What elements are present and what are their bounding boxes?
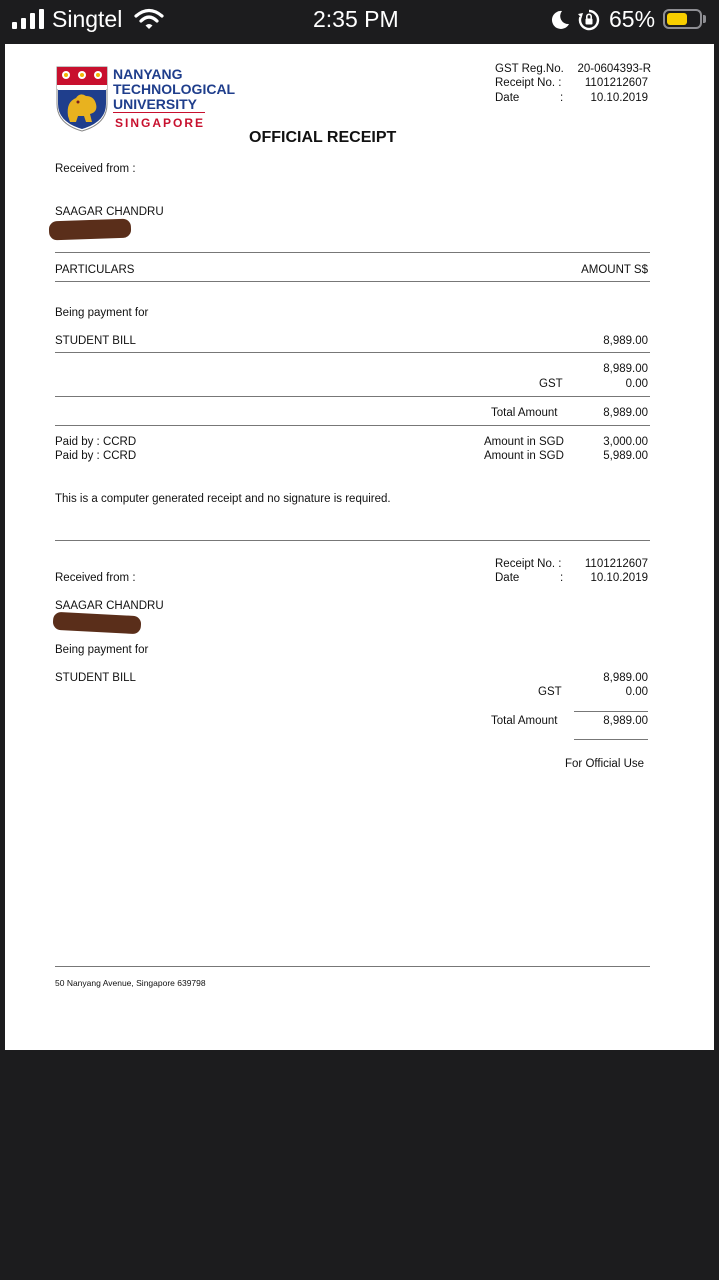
counterfoil-date-label: Date [495,572,520,584]
redaction-mark [49,219,132,241]
battery-percentage: 65% [609,6,656,32]
footer-address: 50 Nanyang Avenue, Singapore 639798 [55,978,206,988]
amount-header: AMOUNT S$ [581,264,648,276]
divider-line [55,281,650,282]
received-from-label: Received from : [55,163,136,175]
particulars-header: PARTICULARS [55,264,135,276]
receipt-no-label: Receipt No. : [495,77,562,89]
battery-level-fill [667,13,687,25]
total-amount: 8,989.00 [603,407,648,419]
logo-divider [113,112,205,113]
cellular-signal-icon [12,9,44,29]
date-label: Date [495,92,520,104]
counterfoil-item-label: STUDENT BILL [55,672,136,684]
divider-line [55,252,650,253]
being-payment-for: Being payment for [55,307,149,319]
logo-line-3: UNIVERSITY [113,96,198,112]
divider-line [55,540,650,541]
divider-line [55,396,650,397]
counterfoil-receipt-no-label: Receipt No. : [495,558,562,570]
gst-amount: 0.00 [625,378,648,390]
item-label: STUDENT BILL [55,335,136,347]
receipt-title: OFFICIAL RECEIPT [249,129,397,146]
date-value: 10.10.2019 [590,92,648,104]
ntu-crest-logo [56,66,108,132]
total-label: Total Amount [491,407,558,419]
date-colon: : [560,92,564,104]
for-official-use: For Official Use [565,758,645,770]
footer-divider [55,966,650,967]
computer-generated-note: This is a computer generated receipt and no signature is required. [55,493,391,505]
paid-by-1: Paid by : CCRD [55,436,137,448]
wifi-icon [134,8,164,30]
counterfoil-date-colon: : [560,572,564,584]
counterfoil-receipt-no-value: 1101212607 [584,558,648,570]
counterfoil-redaction-mark [53,612,142,635]
divider-line [55,352,650,353]
receipt-no-value: 1101212607 [584,77,648,89]
gst-label: GST [539,378,563,390]
logo-line-1: NANYANG [113,66,183,82]
gst-reg-value: 20-0604393-R [577,63,651,75]
gst-reg-label: GST Reg.No. [495,63,564,75]
counterfoil-date-value: 10.10.2019 [590,572,648,584]
counterfoil-received-from-label: Received from : [55,572,136,584]
amount-in-sgd-label-1: Amount in SGD [484,436,564,448]
counterfoil-payer-name: SAAGAR CHANDRU [55,600,164,612]
do-not-disturb-moon-icon [549,9,571,31]
payment-amount-2: 5,989.00 [603,450,648,462]
orientation-lock-icon [578,9,600,31]
counterfoil-gst-label: GST [538,686,562,698]
battery-icon [663,9,702,29]
receipt-document [5,44,714,1050]
payment-amount-1: 3,000.00 [603,436,648,448]
amount-in-sgd-label-2: Amount in SGD [484,450,564,462]
payer-name: SAAGAR CHANDRU [55,206,164,218]
counterfoil-gst-amount: 0.00 [625,686,648,698]
total-rule-top [574,711,648,712]
paid-by-2: Paid by : CCRD [55,450,137,462]
logo-line-2: TECHNOLOGICAL [113,81,236,97]
subtotal-amount: 8,989.00 [603,363,648,375]
clock-time: 2:35 PM [313,6,399,32]
counterfoil-item-amount: 8,989.00 [603,672,648,684]
university-name [113,67,235,112]
divider-line [55,425,650,426]
counterfoil-total-label: Total Amount [491,715,558,727]
logo-singapore: SINGAPORE [115,116,206,130]
status-bar [0,0,719,44]
item-amount: 8,989.00 [603,335,648,347]
total-rule-bottom [574,739,648,740]
counterfoil-being-payment-for: Being payment for [55,644,149,656]
carrier-name: Singtel [52,6,123,32]
counterfoil-total-amount: 8,989.00 [603,715,648,727]
battery-cap [703,15,706,23]
